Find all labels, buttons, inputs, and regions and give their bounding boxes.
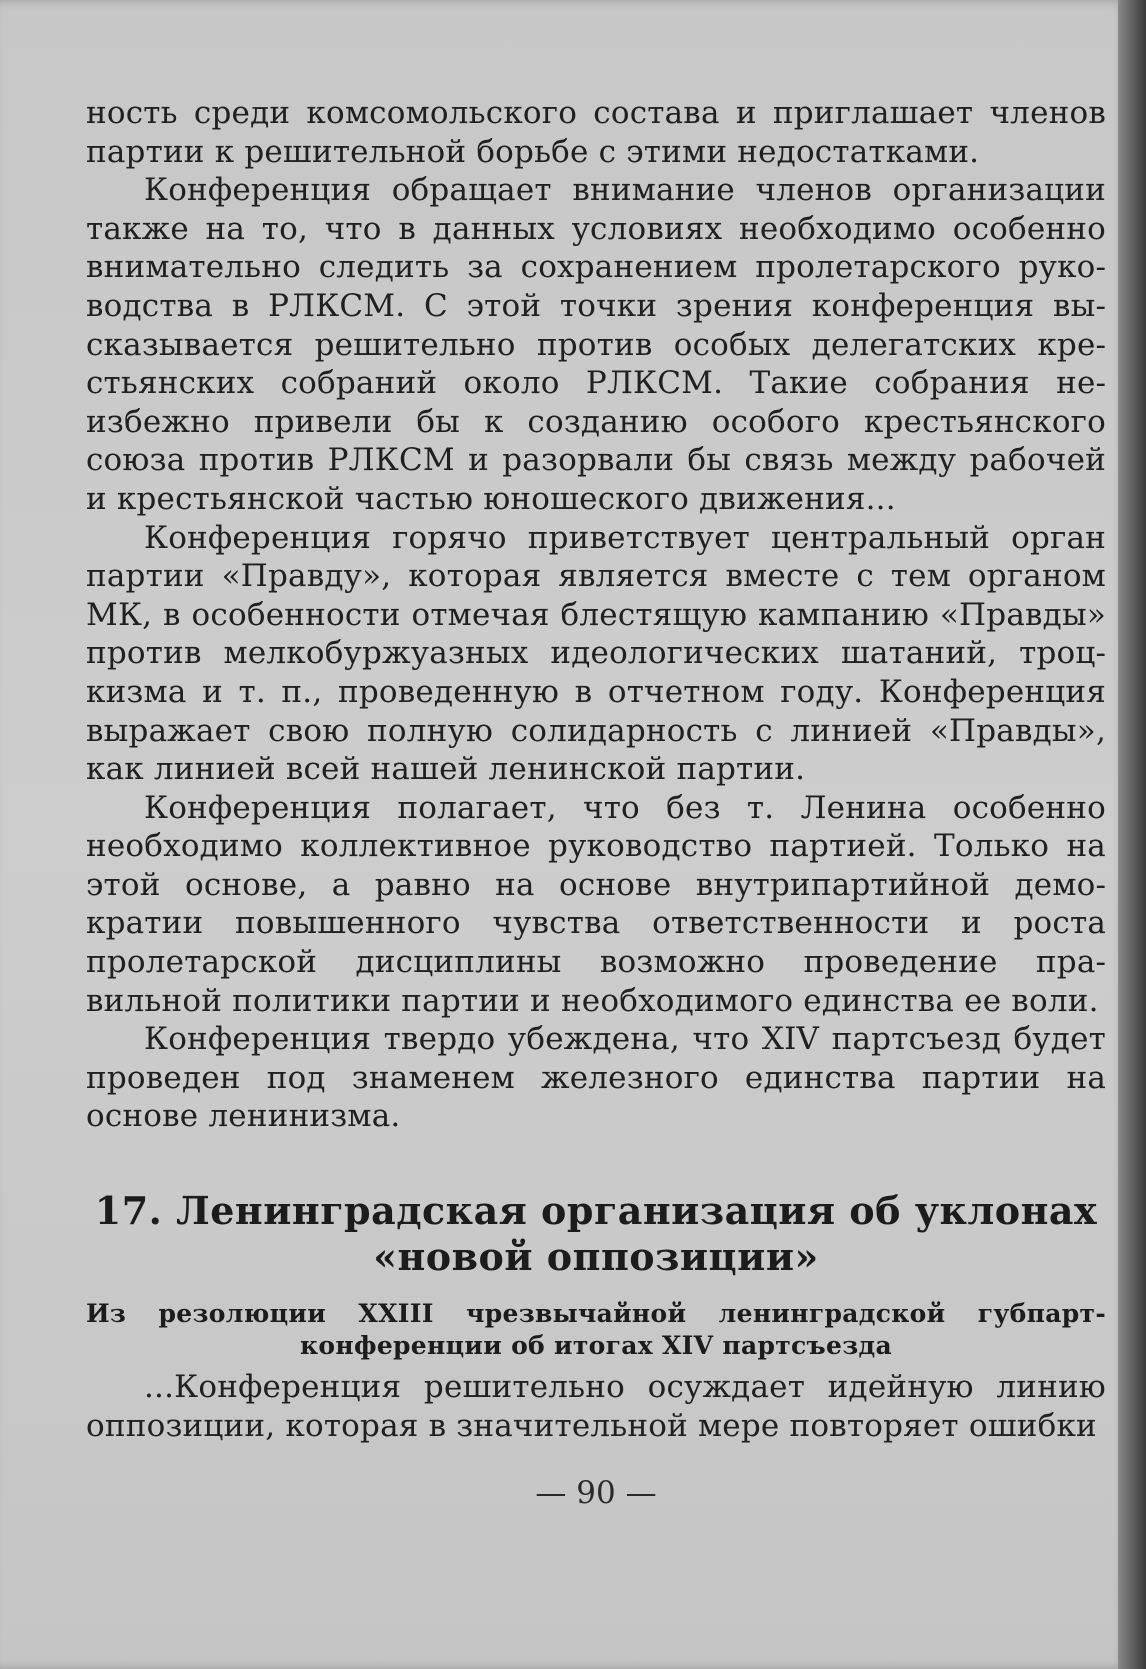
paragraph-continuation: ность среди комсомольского состава и приглашает членов партии к решительной борьбе с этими недостатками. (86, 95, 1106, 170)
book-spine-shadow (1118, 0, 1146, 1669)
section-subheading-line1: Из резолюции XXIII чрезвычайной ленинградской губпарт- (86, 1299, 1106, 1329)
section-heading (86, 1188, 1106, 1280)
section-subheading (86, 1298, 1106, 1362)
section-subheading-line2: конференции об итогах XIV партсъезда (300, 1331, 892, 1361)
paragraph-pravda: Конференция горячо приветствует центральный орган партии «Правду», которая является вместе с тем органом МК, в особенности отмечая блестящую кампанию «Правды» против мелкобуржуазных идеологических шатаний, троцкизма и т. п., проведенную в отчетном году. Конференция выражает свою полную солидарность с линией «Правды», как линией всей нашей ленинской партии. (86, 519, 1106, 788)
page-text-block (86, 94, 1106, 1445)
section-heading-line1: 17. Ленинградская организация об уклонах (94, 1188, 1098, 1234)
page-number: — 90 — (535, 1475, 657, 1511)
section-heading-line2: «новой оппозиции» (373, 1234, 819, 1280)
paragraph-congress: Конференция твердо убеждена, что XIV партсъезд будет проведен под знаменем железного единства партии на основе ленинизма. (86, 1021, 1106, 1135)
paragraph-leadership: Конференция обращает внимание членов организации также на то, что в данных условиях необходимо особенно внимательно следить за сохранением пролетарского руководства в РЛКСМ. С этой точки зрения конференция высказывается решительно против особых делегатских крестьянских собраний около РЛКСМ. Такие собрания неизбежно привели бы к созданию особого крестьянского союза против РЛКСМ и разорвали бы связь между рабочей и крестьянской частью юношеского движения... (86, 172, 1106, 517)
paragraph-collective-leadership: Конференция полагает, что без т. Ленина особенно необходимо коллективное руководство партией. Только на этой основе, а равно на основе внутрипартийной демократии повышенного чувства ответственности и роста пролетарской дисциплины возможно проведение правильной политики партии и необходимого единства ее воли. (86, 789, 1106, 1019)
section-body-paragraph: ...Конференция решительно осуждает идейную линию оппозиции, которая в значительной мере повторяет ошибки (86, 1369, 1106, 1444)
